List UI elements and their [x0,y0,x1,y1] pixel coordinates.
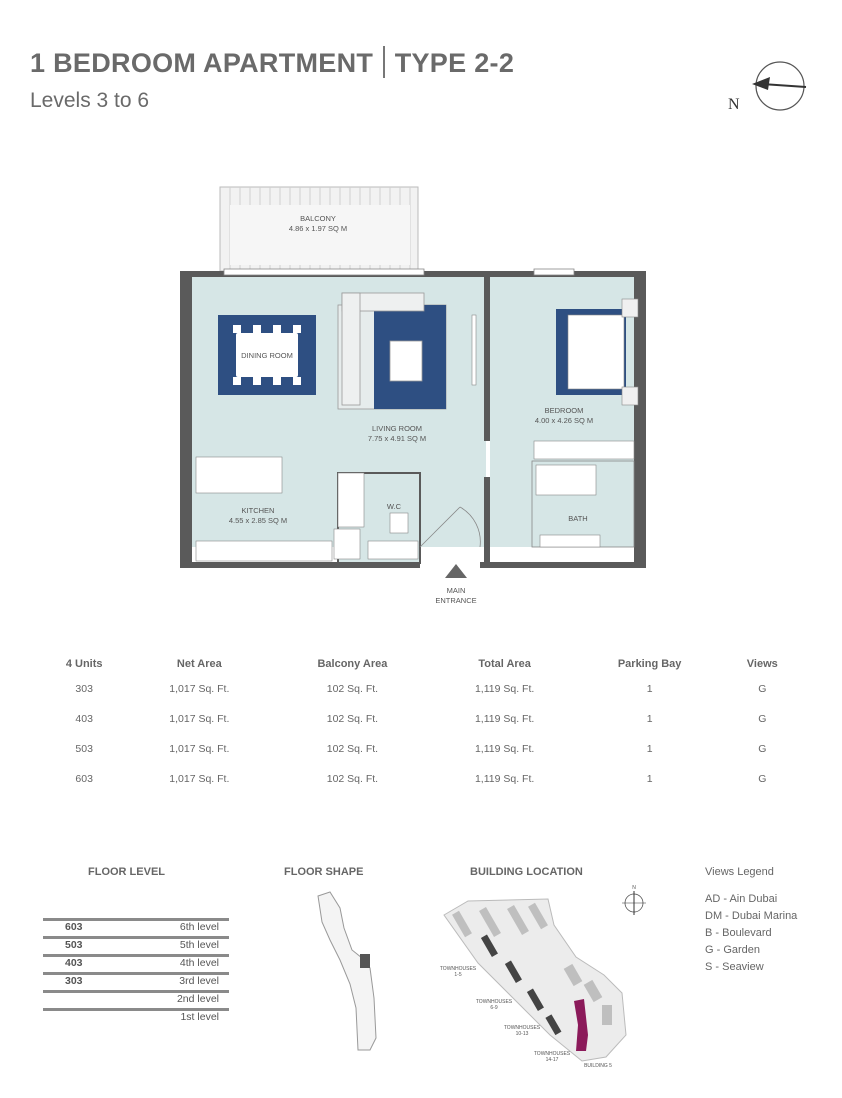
table-cell: 1,119 Sq. Ft. [474,773,535,785]
kitchen-label: KITCHEN 4.55 x 2.85 SQ M [228,506,288,525]
legend-item: S - Seaview [705,961,764,973]
townhouses-10-13-label: TOWNHOUSES 10-13 [503,1025,541,1037]
table-cell: 1 [646,743,653,755]
views-legend-title: Views Legend [705,866,774,878]
table-cell: 1,119 Sq. Ft. [474,713,535,725]
townhouses-14-17-label: TOWNHOUSES 14-17 [533,1051,571,1063]
table-cell: 1,017 Sq. Ft. [169,773,230,785]
table-cell: 303 [75,683,93,695]
living-room-label: LIVING ROOM 7.75 x 4.91 SQ M [367,424,427,443]
bath-label: BATH [568,514,588,523]
title-main: 1 BEDROOM APARTMENT [30,48,374,78]
wc-label: W.C [386,502,402,511]
table-row [40,734,800,764]
floor-level-row: 603 6th level [43,918,229,935]
compass-north-letter: N [728,96,740,113]
column-header: Parking Bay [617,658,682,670]
legend-item: AD - Ain Dubai [705,893,778,905]
table-cell: 1 [646,713,653,725]
table-cell: G [758,773,767,785]
building-location-title: BUILDING LOCATION [470,866,583,878]
legend-item: G - Garden [705,944,761,956]
table-cell: 1,119 Sq. Ft. [474,743,535,755]
floor-shape-title: FLOOR SHAPE [284,866,364,878]
floor-level-row: 2nd level [43,990,229,1007]
table-cell: G [758,743,767,755]
table-cell: 403 [75,713,93,725]
table-cell: 1,119 Sq. Ft. [474,683,535,695]
floor-level-row: 303 3rd level [43,972,229,989]
page-title [30,46,514,79]
column-header: Views [746,658,778,670]
floor-level-row: 1st level [43,1008,229,1025]
table-row [40,704,800,734]
floor-level-row: 503 5th level [43,936,229,953]
title-divider [383,46,385,78]
table-row [40,764,800,794]
map-north-letter: N [632,885,636,891]
balcony-label: BALCONY 4.86 x 1.97 SQ M [288,214,348,233]
table-cell: 102 Sq. Ft. [326,743,379,755]
table-header-row [40,654,800,674]
title-type: TYPE 2-2 [394,48,515,78]
floor-shape-diagram [300,888,400,1058]
legend-item: B - Boulevard [705,927,772,939]
bedroom-label: BEDROOM 4.00 x 4.26 SQ M [534,406,594,425]
townhouses-6-9-label: TOWNHOUSES 6-9 [475,999,513,1011]
entrance-arrow-icon [444,563,468,584]
table-cell: 102 Sq. Ft. [326,713,379,725]
dining-room-label: DINING ROOM [241,351,293,360]
building-location-map [438,885,658,1075]
units-table [40,654,800,794]
north-compass [728,52,818,122]
page-subtitle: Levels 3 to 6 [30,89,150,112]
main-entrance-label: MAIN ENTRANCE [435,586,477,605]
table-cell: 102 Sq. Ft. [326,773,379,785]
table-cell: 1,017 Sq. Ft. [169,683,230,695]
table-cell: 1 [646,773,653,785]
table-cell: 603 [75,773,93,785]
column-header: Balcony Area [317,658,388,670]
table-cell: 1,017 Sq. Ft. [169,713,230,725]
townhouses-1-5-label: TOWNHOUSES 1-5 [439,966,477,978]
table-cell: 102 Sq. Ft. [326,683,379,695]
table-cell: 1,017 Sq. Ft. [169,743,230,755]
legend-item: DM - Dubai Marina [705,910,798,922]
floor-level-row: 403 4th level [43,954,229,971]
building-5-label: BUILDING 5 [584,1063,612,1069]
table-cell: 503 [75,743,93,755]
floor-plan [178,185,650,570]
table-row [40,674,800,704]
table-cell: G [758,683,767,695]
table-cell: G [758,713,767,725]
column-header: 4 Units [65,658,103,670]
column-header: Net Area [176,658,222,670]
compass-icon [728,52,818,122]
floor-level-title: FLOOR LEVEL [88,866,165,878]
column-header: Total Area [478,658,531,670]
table-cell: 1 [646,683,653,695]
